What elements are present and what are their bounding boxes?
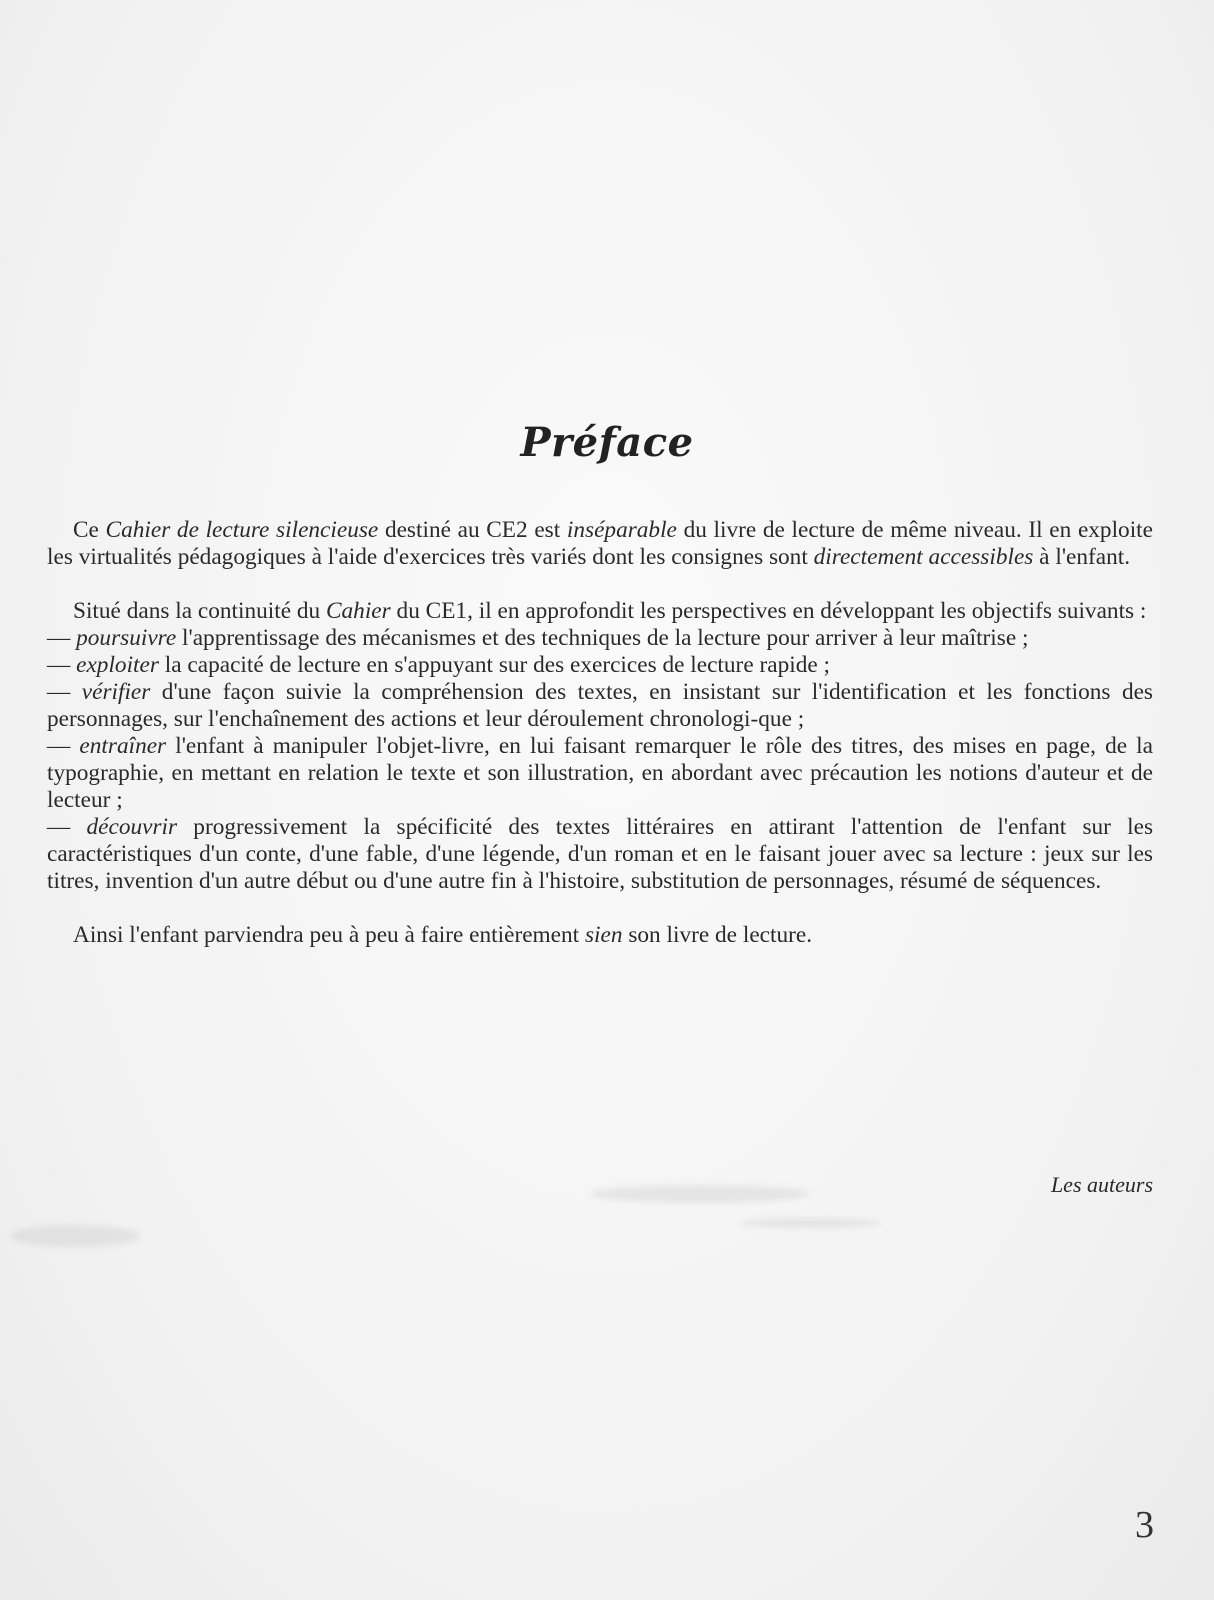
preface-body	[47, 517, 1153, 949]
page-number: 3	[1135, 1504, 1154, 1546]
scan-smudge	[590, 1185, 810, 1203]
objective-item: — exploiter la capacité de lecture en s'appuyant sur des exercices de lecture rapide ;	[47, 652, 830, 678]
signature: Les auteurs	[1050, 1172, 1153, 1197]
objectives-intro-paragraph: Situé dans la continuité du Cahier du CE1, il en approfondit les perspectives en développant les objectifs suivants :	[73, 598, 1147, 624]
scan-smudge	[740, 1218, 880, 1228]
objective-item: — poursuivre l'apprentissage des mécanismes et des techniques de la lecture pour arriver à leur maîtrise ;	[47, 625, 1029, 651]
closing-paragraph: Ainsi l'enfant parviendra peu à peu à faire entièrement sien son livre de lecture.	[73, 922, 813, 948]
page-title: Préface	[520, 418, 694, 466]
intro-paragraph: Ce Cahier de lecture silencieuse destiné au CE2 est inséparable du livre de lecture de même niveau. Il en exploite les virtualités pédagogiques à l'aide d'exercices très variés dont les consignes sont directement accessibles à l'enfant.	[47, 517, 1153, 570]
objective-item: — vérifier d'une façon suivie la compréhension des textes, en insistant sur l'identification et les fonctions des personnages, sur l'enchaînement des actions et leur déroulement chronologi-que ;	[47, 679, 1153, 732]
objective-item: — découvrir progressivement la spécificité des textes littéraires en attirant l'attention de l'enfant sur les caractéristiques d'un conte, d'une fable, d'une légende, d'un roman et en le faisant jouer avec sa lecture : jeux sur les titres, invention d'un autre début ou d'une autre fin à l'histoire, substitution de personnages, résumé de séquences.	[47, 814, 1154, 894]
scan-smudge	[10, 1225, 140, 1247]
objective-item: — entraîner l'enfant à manipuler l'objet-livre, en lui faisant remarquer le rôle des titres, des mises en page, de la typographie, en mettant en relation le texte et son illustration, en abordant avec précaution les notions d'auteur et de lecteur ;	[47, 733, 1153, 813]
